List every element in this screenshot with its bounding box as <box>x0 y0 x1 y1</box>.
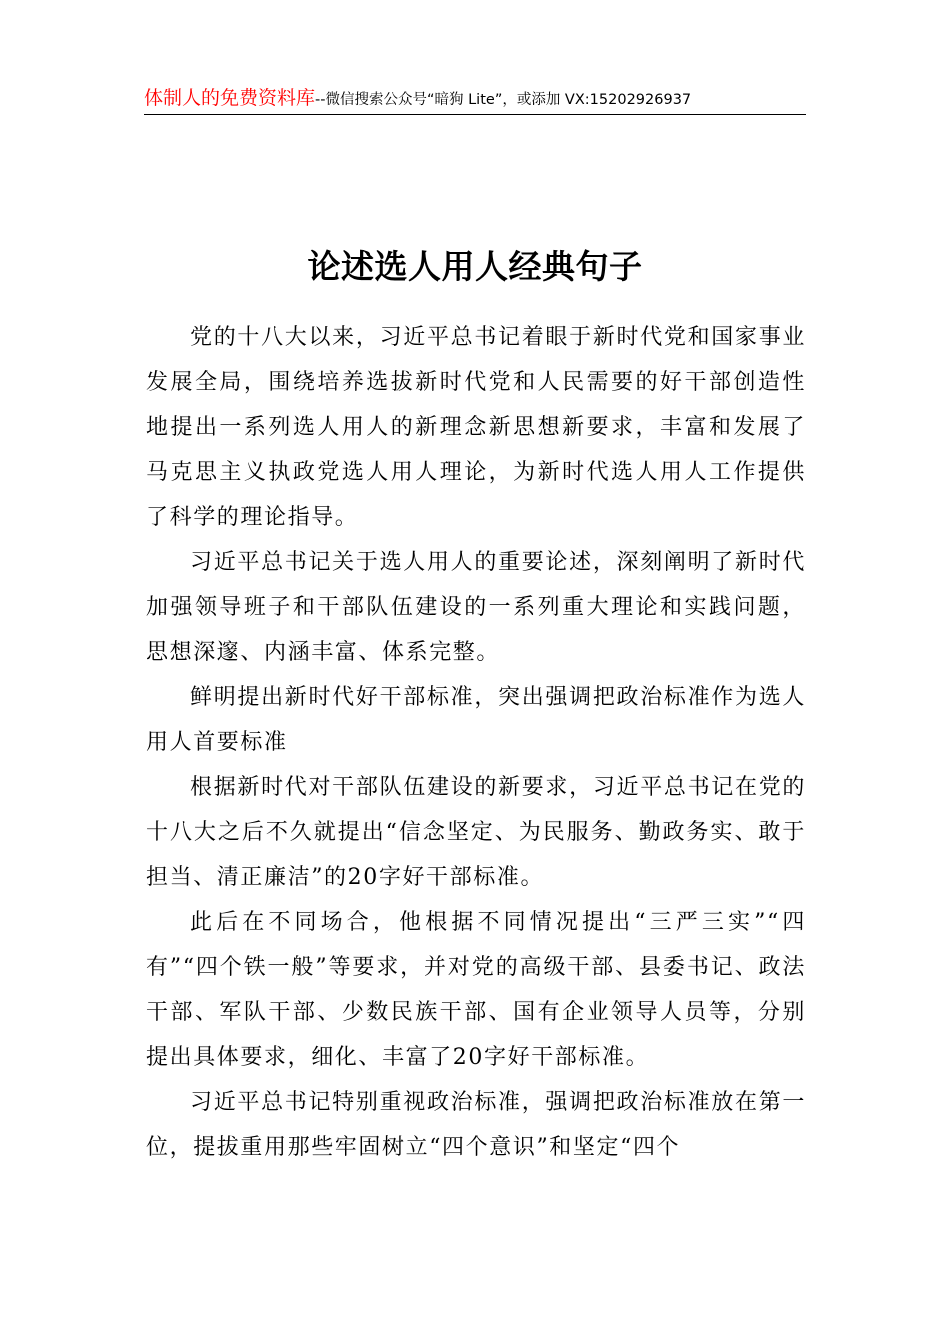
paragraph: 根据新时代对干部队伍建设的新要求，习近平总书记在党的十八大之后不久就提出“信念坚定、为民服务、勤政务实、敢于担当、清正廉洁”的20字好干部标准。 <box>146 775 806 890</box>
document-body <box>146 315 806 1170</box>
header-brand: 体制人的免费资料库 <box>144 87 316 109</box>
header-note: --微信搜索公众号“暗狗 Lite”，或添加 VX:15202926937 <box>315 92 692 108</box>
paragraph: 习近平总书记关于选人用人的重要论述，深刻阐明了新时代加强领导班子和干部队伍建设的一系列重大理论和实践问题，思想深邃、内涵丰富、体系完整。 <box>146 550 806 665</box>
paragraph: 习近平总书记特别重视政治标准，强调把政治标准放在第一位，提拔重用那些牢固树立“四个意识”和坚定“四个 <box>146 1090 806 1160</box>
paragraph: 此后在不同场合，他根据不同情况提出“三严三实”“四有”“四个铁一般”等要求，并对党的高级干部、县委书记、政法干部、军队干部、少数民族干部、国有企业领导人员等，分别提出具体要求，细化、丰富了20字好干部标准。 <box>146 910 806 1070</box>
paragraph: 党的十八大以来，习近平总书记着眼于新时代党和国家事业发展全局，围绕培养选拔新时代党和人民需要的好干部创造性地提出一系列选人用人的新理念新思想新要求，丰富和发展了马克思主义执政党选人用人理论，为新时代选人用人工作提供了科学的理论指导。 <box>146 325 806 530</box>
document-title: 论述选人用人经典句子 <box>307 247 643 287</box>
section-heading: 鲜明提出新时代好干部标准，突出强调把政治标准作为选人用人首要标准 <box>146 685 806 755</box>
page-header <box>144 84 806 115</box>
